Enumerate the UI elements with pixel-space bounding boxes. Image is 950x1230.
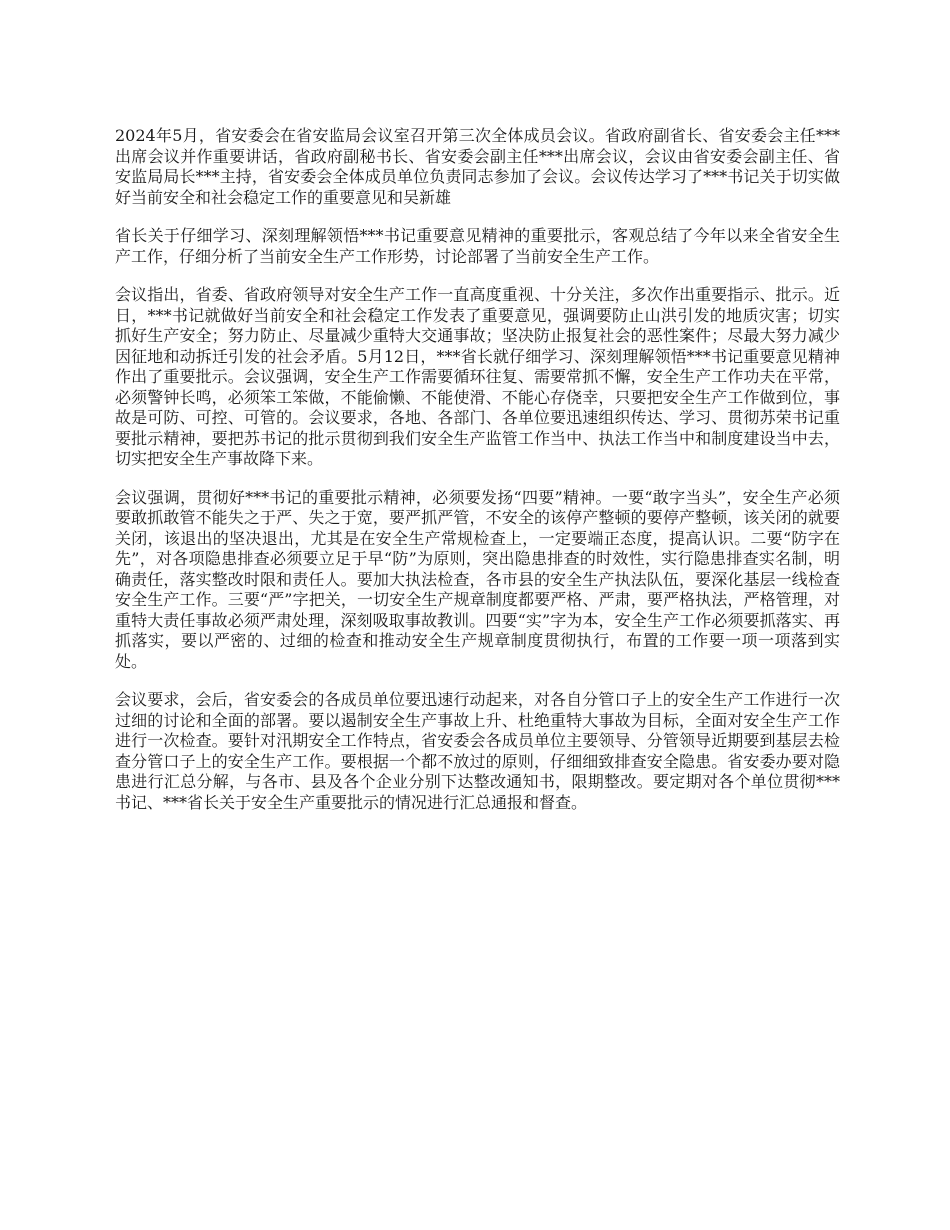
paragraph-2: 省长关于仔细学习、深刻理解领悟***书记重要意见精神的重要批示，客观总结了今年以来全省安全生产工作，仔细分析了当前安全生产工作形势，讨论部署了当前安全生产工作。	[115, 226, 840, 266]
document-body	[115, 126, 840, 831]
paragraph-1: 2024年5月，省安委会在省安监局会议室召开第三次全体成员会议。省政府副省长、省安委会主任***出席会议并作重要讲话，省政府副秘书长、省安委会副主任***出席会议，会议由省安委会副主任、省安监局局长***主持，省安委会全体成员单位负责同志参加了会议。会议传达学习了***书记关于切实做好当前安全和社会稳定工作的重要意见和吴新雄	[115, 126, 840, 207]
paragraph-4: 会议强调，贯彻好***书记的重要批示精神，必须要发扬“四要”精神。一要“敢字当头”，安全生产必须要敢抓敢管不能失之于严、失之于宽，要严抓严管，不安全的该停产整顿的要停产整顿，该关闭的就要关闭，该退出的坚决退出，尤其是在安全生产常规检查上，一定要端正态度，提高认识。二要“防字在先”，对各项隐患排查必须要立足于早“防”为原则，突出隐患排查的时效性，实行隐患排查实名制，明确责任，落实整改时限和责任人。要加大执法检查，各市县的安全生产执法队伍，要深化基层一线检查安全生产工作。三要“严”字把关，一切安全生产规章制度都要严格、严肃，要严格执法，严格管理，对重特大责任事故必须严肃处理，深刻吸取事故教训。四要“实”字为本，安全生产工作必须要抓落实、再抓落实，要以严密的、过细的检查和推动安全生产规章制度贯彻执行，布置的工作要一项一项落到实处。	[115, 487, 840, 671]
paragraph-5: 会议要求，会后，省安委会的各成员单位要迅速行动起来，对各自分管口子上的安全生产工作进行一次过细的讨论和全面的部署。要以遏制安全生产事故上升、杜绝重特大事故为目标，全面对安全生产工作进行一次检查。要针对汛期安全工作特点，省安委会各成员单位主要领导、分管领导近期要到基层去检查分管口子上的安全生产工作。要根据一个都不放过的原则，仔细细致排查安全隐患。省安委办要对隐患进行汇总分解，与各市、县及各个企业分别下达整改通知书，限期整改。要定期对各个单位贯彻***书记、***省长关于安全生产重要批示的情况进行汇总通报和督查。	[115, 690, 840, 812]
paragraph-3: 会议指出，省委、省政府领导对安全生产工作一直高度重视、十分关注，多次作出重要指示、批示。近日，***书记就做好当前安全和社会稳定工作发表了重要意见，强调要防止山洪引发的地质灾害；切实抓好生产安全；努力防止、尽量减少重特大交通事故；坚决防止报复社会的恶性案件；尽最大努力减少因征地和动拆迁引发的社会矛盾。5月12日，***省长就仔细学习、深刻理解领悟***书记重要意见精神作出了重要批示。会议强调，安全生产工作需要循环往复、需要常抓不懈，安全生产工作功夫在平常，必须警钟长鸣，必须笨工笨做，不能偷懒、不能使滑、不能心存侥幸，只要把安全生产工作做到位，事故是可防、可控、可管的。会议要求，各地、各部门、各单位要迅速组织传达、学习、贯彻苏荣书记重要批示精神，要把苏书记的批示贯彻到我们安全生产监管工作当中、执法工作当中和制度建设当中去，切实把安全生产事故降下来。	[115, 285, 840, 468]
